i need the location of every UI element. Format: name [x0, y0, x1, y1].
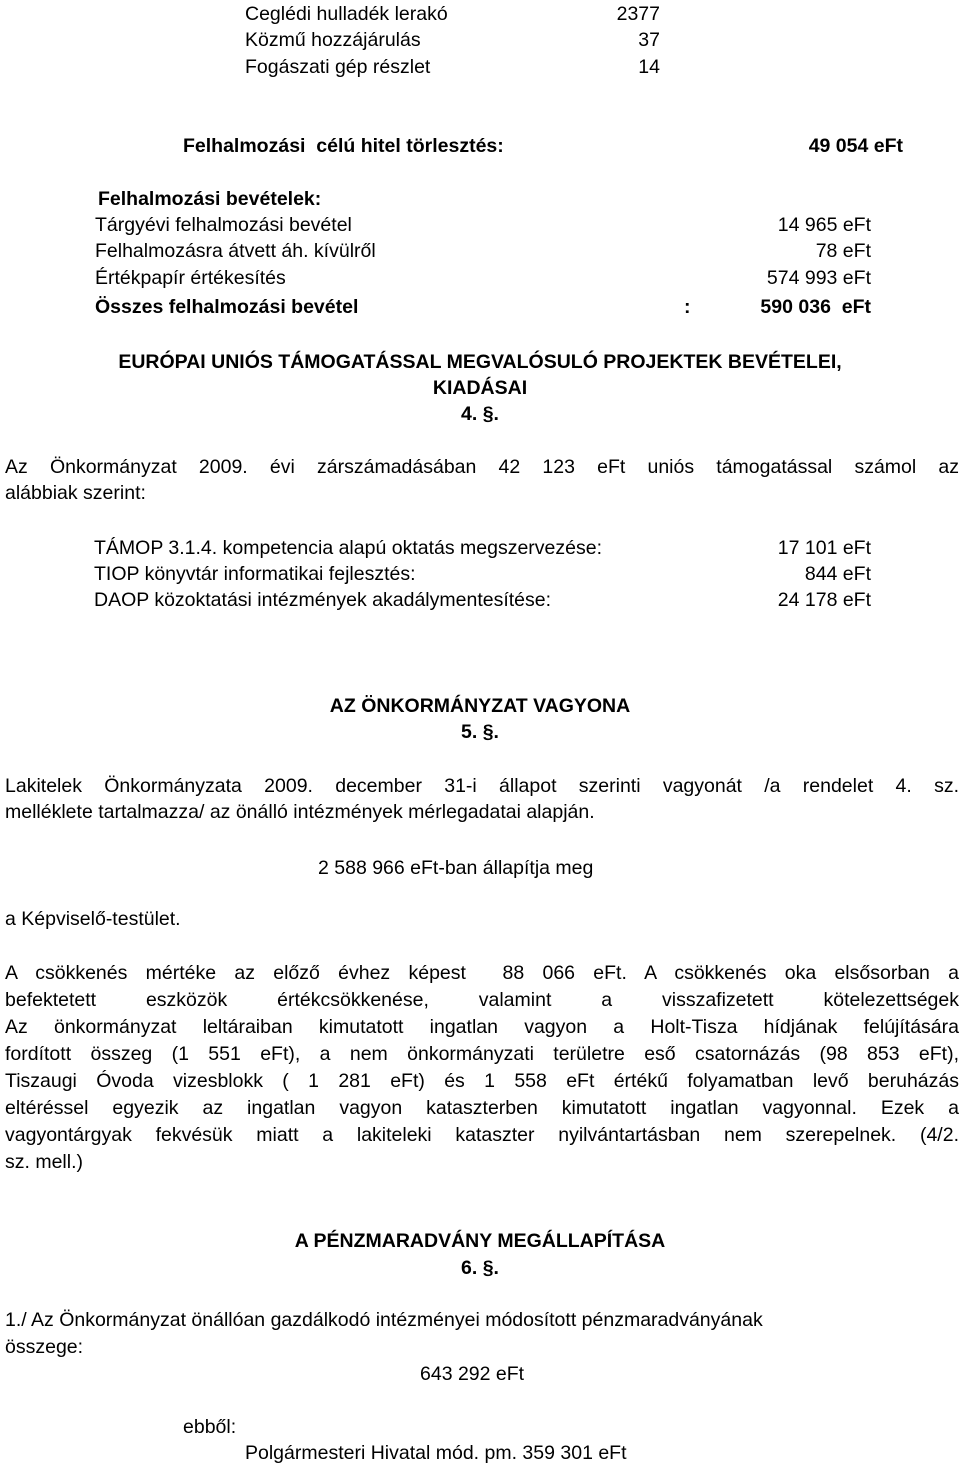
section6-title: A PÉNZMARADVÁNY MEGÁLLAPÍTÁSA [294, 1230, 666, 1252]
project-label: DAOP közoktatási intézmények akadálymentesítése: [94, 589, 552, 611]
section6-number: 6. §. [461, 1257, 499, 1279]
section4-title: EURÓPAI UNIÓS TÁMOGATÁSSAL MEGVALÓSULÓ PROJEKTEK BEVÉTELEI, [118, 351, 842, 373]
section5-paragraph-line: eltéréssel egyezik az ingatlan vagyon kataszterben kimutatott ingatlan vagyonnal. Ezek a [5, 1097, 959, 1119]
section5-title: AZ ÖNKORMÁNYZAT VAGYONA [329, 695, 631, 717]
project-value: 24 178 eFt [777, 589, 871, 611]
capital-income-value: 574 993 eFt [766, 267, 871, 289]
section5-paragraph-line: Az önkormányzat leltáraiban kimutatott ingatlan vagyon a Holt-Tisza hídjának felújítására [5, 1016, 959, 1038]
section5-body: a Képviselő-testület. [5, 908, 181, 930]
capital-income-value: 14 965 eFt [777, 214, 871, 236]
section5-paragraph-line: vagyontárgyak fekvésük miatt a lakiteleki kataszter nyilvántartásban nem szerepelnek. (4/2. [5, 1124, 959, 1146]
section6-text: összege: [5, 1336, 84, 1358]
section5-amount: 2 588 966 eFt-ban állapítja meg [318, 857, 594, 879]
top-item-label: Fogászati gép részlet [245, 56, 431, 78]
section5-paragraph-line: befektetett eszközök értékcsökkenése, valamint a visszafizetett kötelezettségek [5, 989, 959, 1011]
section6-text: 1./ Az Önkormányzat önállóan gazdálkodó intézményei módosított pénzmaradványának [5, 1309, 763, 1331]
capital-income-total-label: Összes felhalmozási bevétel [95, 296, 359, 318]
capital-income-heading: Felhalmozási bevételek: [98, 188, 322, 210]
top-item-label: Közmű hozzájárulás [245, 29, 421, 51]
section6-of-which: ebből: [183, 1416, 237, 1438]
section4-intro: Az Önkormányzat 2009. évi zárszámadásában 42 123 eFt uniós támogatással számol az [5, 456, 959, 478]
loan-label: Felhalmozási célú hitel törlesztés: [183, 135, 504, 157]
capital-income-label: Tárgyévi felhalmozási bevétel [95, 214, 352, 236]
top-item-value: 14 [638, 56, 660, 78]
section5-paragraph-line: sz. mell.) [5, 1151, 83, 1173]
section5-intro: Lakitelek Önkormányzata 2009. december 31-i állapot szerinti vagyonát /a rendelet 4. sz. [5, 775, 959, 797]
section5-intro: melléklete tartalmazza/ az önálló intézmények mérlegadatai alapján. [5, 801, 595, 823]
capital-income-label: Felhalmozásra átvett áh. kívülről [95, 240, 376, 262]
top-item-label: Ceglédi hulladék lerakó [245, 3, 448, 25]
project-value: 844 eFt [804, 563, 871, 585]
section6-amount: 643 292 eFt [420, 1363, 525, 1385]
section4-intro: alábbiak szerint: [5, 482, 146, 504]
section5-paragraph-line: Tiszaugi Óvoda vizesblokk ( 1 281 eFt) és 1 558 eFt értékű folyamatban levő beruházás [5, 1070, 959, 1092]
capital-income-value: 78 eFt [815, 240, 871, 262]
section5-paragraph-line: A csökkenés mértéke az előző évhez képest 88 066 eFt. A csökkenés oka elsősorban a [5, 962, 959, 984]
project-label: TÁMOP 3.1.4. kompetencia alapú oktatás megszervezése: [94, 537, 602, 559]
section4-number: 4. §. [461, 403, 499, 425]
section5-paragraph-line: fordított összeg (1 551 eFt), a nem önkormányzati területre eső csatornázás (98 853 eFt), [5, 1043, 959, 1065]
project-value: 17 101 eFt [777, 537, 871, 559]
capital-income-total-colon: : [684, 296, 691, 318]
top-item-value: 37 [638, 29, 660, 51]
section6-item: Polgármesteri Hivatal mód. pm. 359 301 eFt [245, 1442, 627, 1464]
capital-income-label: Értékpapír értékesítés [95, 267, 286, 289]
project-label: TIOP könyvtár informatikai fejlesztés: [94, 563, 416, 585]
top-item-value: 2377 [616, 3, 660, 25]
section4-title: KIADÁSAI [432, 377, 528, 399]
loan-value: 49 054 eFt [808, 135, 903, 157]
section5-number: 5. §. [461, 721, 499, 743]
capital-income-total-value: 590 036 eFt [760, 296, 871, 318]
